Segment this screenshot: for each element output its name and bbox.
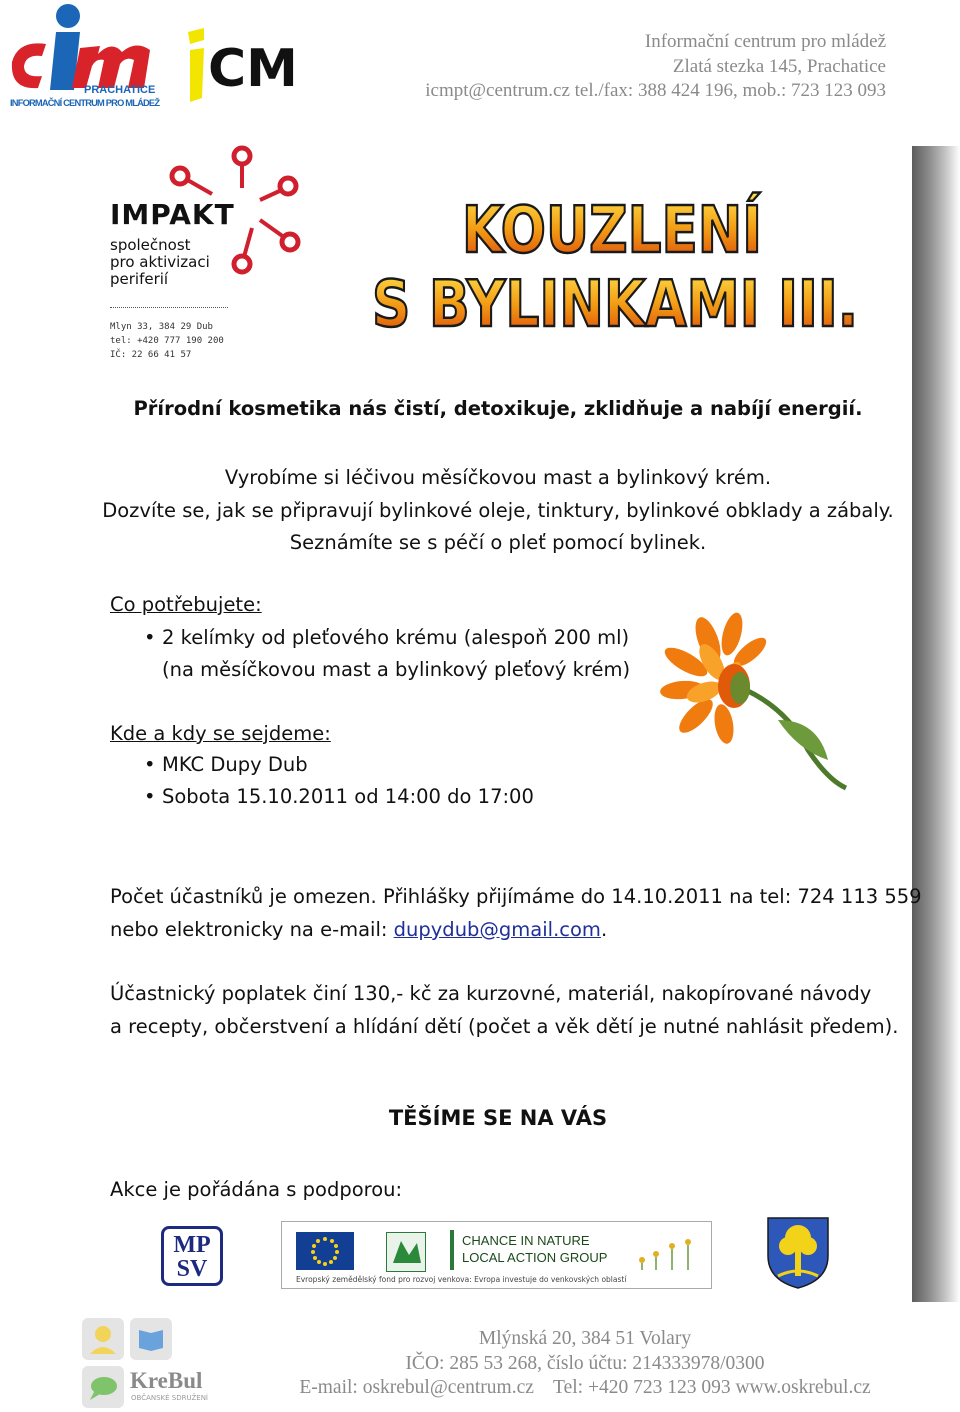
contact-email-link[interactable]: dupydub@gmail.com <box>393 918 601 941</box>
needs-note: (na měsíčkovou mast a bylinkový pleťový krém) <box>162 658 631 681</box>
intro-paragraph: Vyrobíme si léčivou měsíčkovou mast a bylinkový krém. Dozvíte se, jak se připravují bylinkové oleje, tinktury, bylinkové obklady a zábaly. Seznámíte se s péčí o pleť pomocí bylinek. <box>102 466 894 554</box>
chance-flowers-icon <box>632 1236 702 1270</box>
header-address: Zlatá stezka 145, Prachatice <box>672 55 886 77</box>
title-line-1: KOUZLENÍ <box>462 194 824 268</box>
registration-line-1: Počet účastníků je omezen. Přihlášky přijímáme do 14.10.2011 na tel: 724 113 559 <box>110 885 922 908</box>
svg-text:CM: CM <box>208 39 298 99</box>
footer-contact: E-mail: oskrebul@centrum.cz Tel: +420 723 123 093 www.oskrebul.cz <box>299 1377 871 1399</box>
page-shadow <box>912 146 960 1302</box>
fee-paragraph: Účastnický poplatek činí 130,- kč za kurzovné, materiál, nakopírované návody a recepty, občerstvení a hlídání dětí (počet a věk dětí je nutné nahlásit předem). <box>110 982 899 1038</box>
krebul-chat-icon <box>82 1366 124 1408</box>
municipal-coat-of-arms-icon <box>766 1216 830 1290</box>
title-line-2: S BYLINKAMI III. <box>372 268 858 342</box>
impakt-divider <box>110 307 228 308</box>
where-place: • MKC Dupy Dub <box>144 749 534 781</box>
chance-bar <box>450 1230 454 1270</box>
registration-line-2: nebo elektronicky na e-mail: dupydub@gmail.com. <box>110 918 608 941</box>
krebul-book-icon <box>130 1318 172 1360</box>
krebul-logo <box>80 1316 220 1410</box>
footer-address: Mlýnská 20, 384 51 Volary <box>478 1328 692 1349</box>
footer-contact-block <box>240 1327 930 1401</box>
eu-flag-icon <box>296 1232 354 1270</box>
svg-text:PRACHATICE: PRACHATICE <box>84 84 156 96</box>
event-title <box>366 180 886 340</box>
lead-sentence: Přírodní kosmetika nás čistí, detoxikuje, zklidňuje a nabíjí energií. <box>133 397 863 420</box>
mpsv-logo: MP SV <box>161 1226 223 1286</box>
support-label: Akce je pořádána s podporou: <box>110 1178 403 1201</box>
impakt-logo <box>108 144 308 364</box>
closing-line: TĚŠÍME SE NA VÁS <box>388 1106 608 1130</box>
impakt-name: IMPAKT <box>110 198 235 231</box>
impakt-tagline: společnost pro aktivizaci periferií <box>110 236 210 288</box>
where-section <box>110 721 534 813</box>
cim-logo <box>8 2 168 112</box>
needs-item: • 2 kelímky od pleťového krému (alespoň 200 ml) <box>144 622 630 654</box>
where-date: • Sobota 15.10.2011 od 14:00 do 17:00 <box>144 781 534 813</box>
footer-registration: IČO: 285 53 268, číslo účtu: 214333978/0300 <box>405 1352 765 1374</box>
icm-logo <box>184 22 308 106</box>
krebul-subtitle: OBČANSKÉ SDRUŽENÍ <box>131 1394 208 1402</box>
krebul-name: KreBul <box>130 1368 203 1393</box>
svg-text:INFORMAČNÍ CENTRUM PRO MLÁDEŽ: INFORMAČNÍ CENTRUM PRO MLÁDEŽ <box>10 98 160 108</box>
registration-paragraph <box>110 880 922 946</box>
eu-caption: Evropský zemědělský fond pro rozvoj venkova: Evropa investuje do venkovských oblastí <box>296 1275 627 1284</box>
leader-logo-icon <box>386 1232 426 1272</box>
eu-leader-banner <box>281 1221 712 1289</box>
header-contact: icmpt@centrum.cz tel./fax: 388 424 196, mob.: 723 123 093 <box>425 80 886 101</box>
chance-in-nature-logo: CHANCE IN NATURE LOCAL ACTION GROUP <box>462 1233 608 1265</box>
needs-heading: Co potřebujete: <box>110 593 262 616</box>
needs-section <box>110 592 630 686</box>
impakt-address: Mlyn 33, 384 29 Dub tel: +420 777 190 200 IČ: 22 66 41 57 <box>110 322 224 360</box>
marigold-flower-image <box>668 620 858 795</box>
header-org-name: Informační centrum pro mládež <box>644 31 886 52</box>
header-contact-block <box>425 30 886 104</box>
where-heading: Kde a kdy se sejdeme: <box>110 722 331 745</box>
krebul-person-icon <box>82 1318 124 1360</box>
